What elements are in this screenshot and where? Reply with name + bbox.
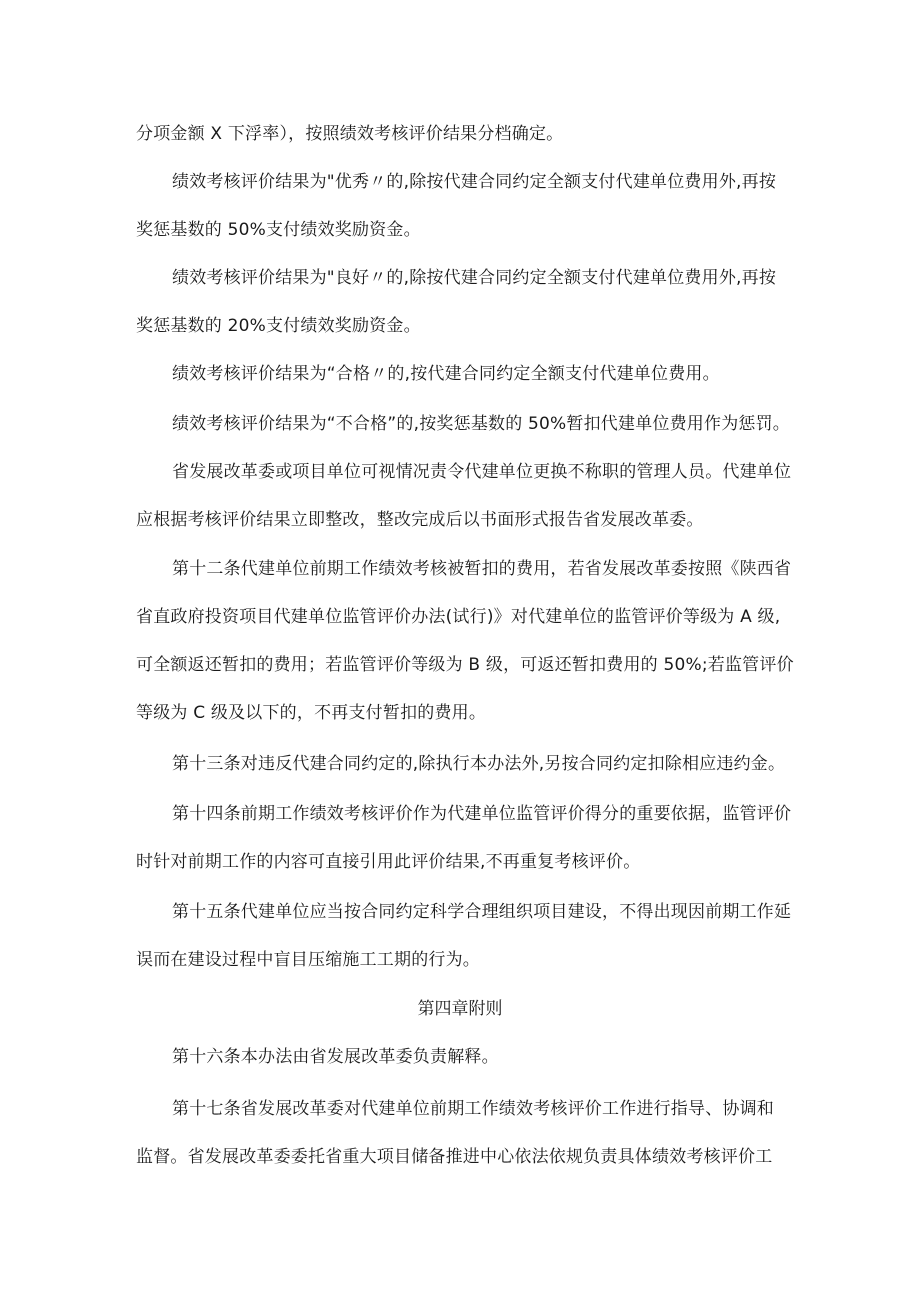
paragraph-0 (136, 110, 796, 158)
paragraph-line: 第十三条对违反代建合同约定的,除执行本办法外,另按合同约定扣除相应违约金。 (172, 754, 786, 774)
paragraph-line: 第十五条代建单位应当按合同约定科学合理组织项目建设，不得出现因前期工作延 (172, 902, 792, 922)
paragraph-line: 省发展改革委或项目单位可视情况责令代建单位更换不称职的管理人员。代建单位 (172, 462, 792, 482)
paragraph-line: 第十二条代建单位前期工作绩效考核被暂扣的费用，若省发展改革委按照《陕西省 (172, 559, 792, 579)
paragraph-excellent (136, 158, 796, 254)
paragraph-personnel (136, 448, 796, 544)
article-14 (136, 790, 796, 886)
article-17 (136, 1085, 796, 1181)
paragraph-line: 等级为 C 级及以下的，不再支付暂扣的费用。 (136, 703, 487, 723)
paragraph-unqualified (136, 400, 796, 448)
article-15 (136, 888, 796, 984)
paragraph-line: 应根据考核评价结果立即整改，整改完成后以书面形式报告省发展改革委。 (136, 510, 704, 530)
article-13 (136, 740, 796, 788)
paragraph-line: 监督。省发展改革委委托省重大项目储备推进中心依法依规负责具体绩效考核评价工 (136, 1147, 773, 1167)
paragraph-good (136, 254, 796, 350)
paragraph-line: 绩效考核评价结果为“不合格”的,按奖惩基数的 50%暂扣代建单位费用作为惩罚。 (172, 414, 791, 434)
chapter-heading: 第四章附则 (417, 999, 503, 1019)
paragraph-qualified (136, 350, 796, 398)
paragraph-line: 第十四条前期工作绩效考核评价作为代建单位监管评价得分的重要依据，监管评价 (172, 804, 792, 824)
paragraph-line: 分项金额 X 下浮率），按照绩效考核评价结果分档确定。 (136, 124, 564, 144)
paragraph-line: 奖惩基数的 20%支付绩效奖励资金。 (136, 316, 421, 336)
paragraph-line: 时针对前期工作的内容可直接引用此评价结果,不再重复考核评价。 (136, 852, 641, 872)
paragraph-line: 绩效考核评价结果为"优秀〃的,除按代建合同约定全额支付代建单位费用外,再按 (172, 172, 777, 192)
paragraph-line: 绩效考核评价结果为"良好〃的,除按代建合同约定全额支付代建单位费用外,再按 (172, 268, 777, 288)
article-16 (136, 1033, 796, 1081)
paragraph-line: 第十六条本办法由省发展改革委负责解释。 (172, 1047, 499, 1067)
paragraph-line: 误而在建设过程中盲目压缩施工工期的行为。 (136, 950, 480, 970)
paragraph-line: 省直政府投资项目代建单位监管评价办法(试行)》对代建单位的监管评价等级为 A 级, (136, 607, 781, 627)
paragraph-line: 绩效考核评价结果为“合格〃的,按代建合同约定全额支付代建单位费用。 (172, 364, 720, 384)
paragraph-line: 可全额返还暂扣的费用；若监管评价等级为 B 级，可返还暂扣费用的 50%;若监管评价 (136, 655, 794, 675)
paragraph-line: 奖惩基数的 50%支付绩效奖励资金。 (136, 220, 421, 240)
article-12 (136, 545, 796, 737)
paragraph-line: 第十七条省发展改革委对代建单位前期工作绩效考核评价工作进行指导、协调和 (172, 1099, 774, 1119)
